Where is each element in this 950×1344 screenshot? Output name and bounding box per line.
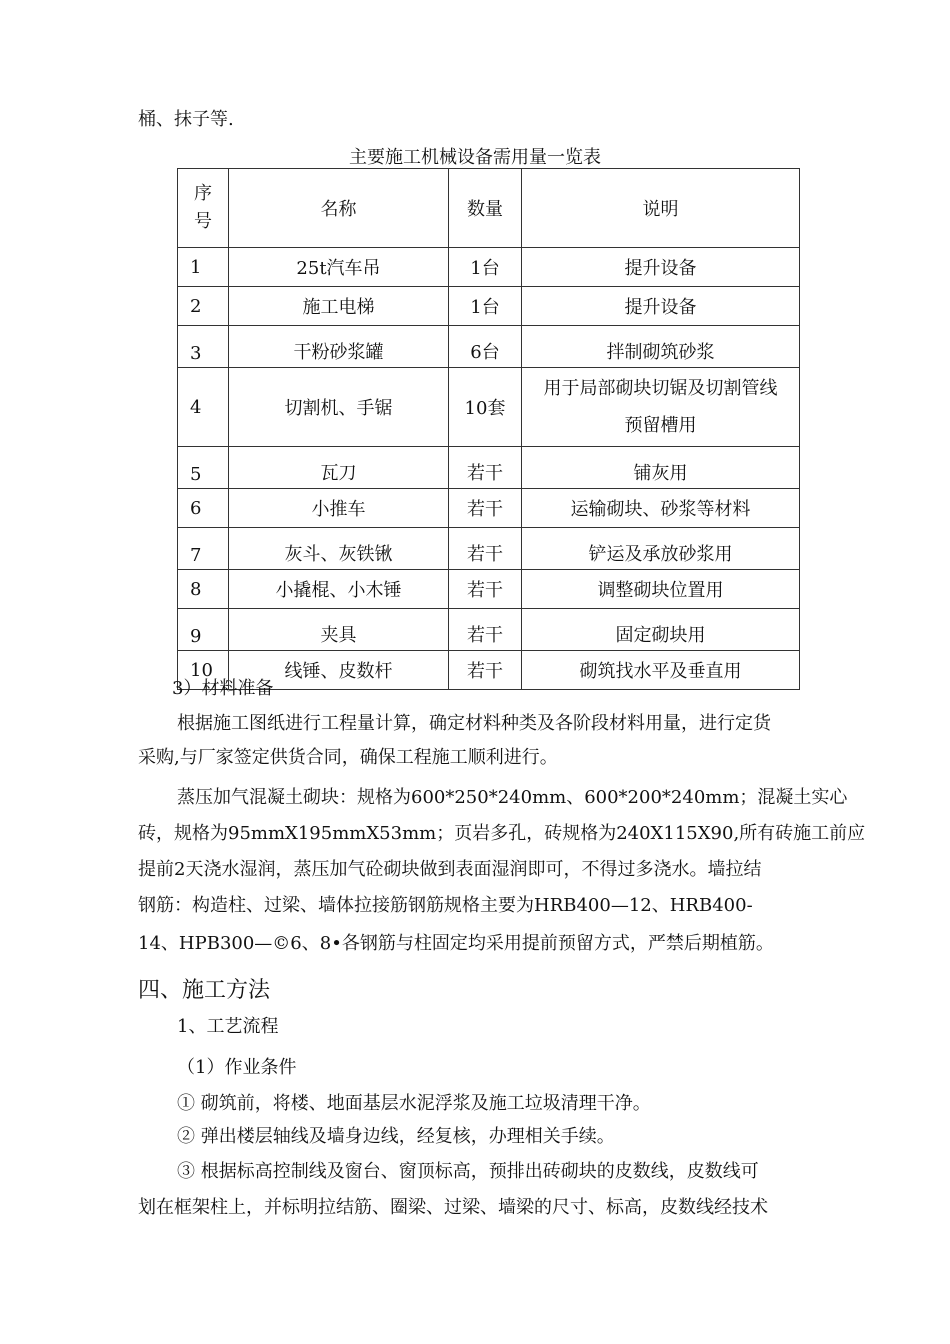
cell-qty: 若干	[449, 447, 522, 489]
paragraph-line: 钢筋：构造柱、过梁、墙体拉接筋钢筋规格主要为HRB400—12、HRB400-	[138, 895, 753, 916]
equipment-table	[177, 168, 800, 690]
cell-name: 灰斗、灰铁锹	[229, 528, 449, 570]
materials-heading: 3）材料准备	[172, 678, 274, 699]
table-row	[178, 248, 800, 287]
cell-desc: 固定砌块用	[522, 609, 800, 651]
section-heading: 四、施工方法	[138, 978, 271, 1003]
cell-desc: 调整砌块位置用	[522, 570, 800, 609]
cell-desc: 提升设备	[522, 248, 800, 287]
cell-name: 25t汽车吊	[229, 248, 449, 287]
cell-name: 干粉砂浆罐	[229, 326, 449, 368]
list-item: ① 砌筑前，将楼、地面基层水泥浮浆及施工垃圾清理干净。	[177, 1093, 651, 1114]
cell-no: 8	[178, 570, 229, 609]
cell-name: 切割机、手锯	[229, 368, 449, 447]
cell-name: 小推车	[229, 489, 449, 528]
cell-qty: 若干	[449, 570, 522, 609]
cell-desc: 用于局部砌块切锯及切割管线 预留槽用	[522, 368, 800, 447]
table-row	[178, 447, 800, 489]
intro-text: 桶、抹子等.	[138, 109, 234, 130]
header-no: 序 号	[178, 169, 229, 248]
cell-qty: 1台	[449, 248, 522, 287]
cell-no: 4	[178, 368, 229, 447]
cell-desc: 运输砌块、砂浆等材料	[522, 489, 800, 528]
cell-no: 7	[178, 528, 229, 570]
table-row	[178, 326, 800, 368]
table-row	[178, 609, 800, 651]
paragraph-line: 14、HPB300—©6、8•各钢筋与柱固定均采用提前预留方式，严禁后期植筋。	[138, 933, 774, 954]
table-row	[178, 528, 800, 570]
subsection-heading: 1、工艺流程	[177, 1016, 279, 1037]
cell-desc: 砌筑找水平及垂直用	[522, 651, 800, 690]
paragraph-line: 砖，规格为95mmX195mmX53mm；页岩多孔，砖规格为240X115X90,所有砖施工前应	[138, 823, 866, 844]
header-desc: 说明	[522, 169, 800, 248]
table-header-row	[178, 169, 800, 248]
cell-desc: 铲运及承放砂浆用	[522, 528, 800, 570]
cell-desc: 铺灰用	[522, 447, 800, 489]
cell-name: 线锤、皮数杆	[229, 651, 449, 690]
paragraph-line: 采购,与厂家签定供货合同，确保工程施工顺利进行。	[138, 747, 558, 768]
paragraph-line: 划在框架柱上，并标明拉结筋、圈梁、过梁、墙梁的尺寸、标高，皮数线经技术	[138, 1197, 768, 1218]
cell-name: 瓦刀	[229, 447, 449, 489]
cell-name: 小撬棍、小木锤	[229, 570, 449, 609]
cell-qty: 若干	[449, 651, 522, 690]
cell-no: 9	[178, 609, 229, 651]
cell-desc: 提升设备	[522, 287, 800, 326]
cell-qty: 若干	[449, 489, 522, 528]
cell-qty: 6台	[449, 326, 522, 368]
cell-no: 3	[178, 326, 229, 368]
cell-no: 10	[178, 651, 229, 690]
cell-no: 6	[178, 489, 229, 528]
cell-qty: 若干	[449, 609, 522, 651]
list-item: ③ 根据标高控制线及窗台、窗顶标高，预排出砖砌块的皮数线，皮数线可	[177, 1161, 759, 1182]
cell-no: 5	[178, 447, 229, 489]
header-name: 名称	[229, 169, 449, 248]
cell-qty: 若干	[449, 528, 522, 570]
table-row	[178, 489, 800, 528]
subsection-heading: （1）作业条件	[177, 1057, 297, 1078]
table-caption: 主要施工机械设备需用量一览表	[349, 147, 601, 168]
cell-name: 夹具	[229, 609, 449, 651]
cell-desc: 拌制砌筑砂浆	[522, 326, 800, 368]
paragraph-line: 提前2天浇水湿润，蒸压加气砼砌块做到表面湿润即可，不得过多浇水。墙拉结	[138, 859, 762, 880]
header-qty: 数量	[449, 169, 522, 248]
cell-qty: 1台	[449, 287, 522, 326]
cell-no: 1	[178, 248, 229, 287]
paragraph-line: 蒸压加气混凝土砌块：规格为600*250*240mm、600*200*240mm；混凝土实心	[177, 787, 848, 808]
cell-name: 施工电梯	[229, 287, 449, 326]
table-row	[178, 287, 800, 326]
list-item: ② 弹出楼层轴线及墙身边线，经复核，办理相关手续。	[177, 1126, 615, 1147]
table-row	[178, 368, 800, 447]
table-row	[178, 570, 800, 609]
cell-no: 2	[178, 287, 229, 326]
paragraph-line: 根据施工图纸进行工程量计算，确定材料种类及各阶段材料用量，进行定货	[177, 713, 771, 734]
cell-qty: 10套	[449, 368, 522, 447]
